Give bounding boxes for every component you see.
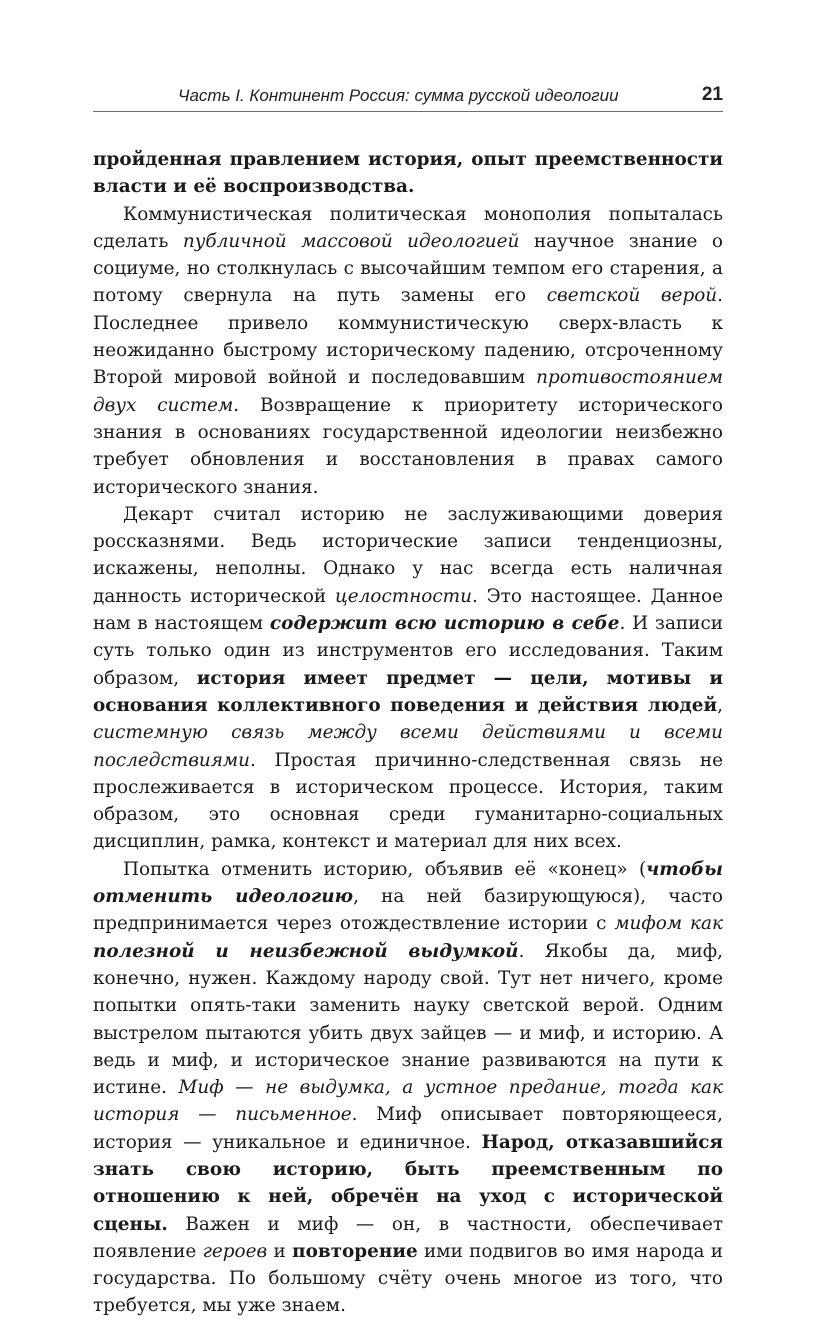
text-run: Коммунистическая политическая монополия попыталась сделать <box>93 203 723 252</box>
text-run: ими подвигов во имя народа и государства. По большому счёту очень многое из того, что требуется, мы уже знаем. <box>93 1240 723 1317</box>
text-run: чтобы отменить идеологию <box>93 858 723 908</box>
text-run: . Последнее привело коммунистическую сверх-власть к неожиданно быстрому историческому падению, отсроченному Второй мировой войной и последовавшим <box>93 285 723 389</box>
paragraph-4 <box>93 856 723 1320</box>
paragraph-2 <box>93 201 723 501</box>
text-run: мифом как <box>614 913 723 935</box>
paragraph-1 <box>93 146 723 201</box>
text-run: . Миф описывает повторяющееся, история — уникальное и единичное. <box>93 1104 723 1153</box>
text-run: . И записи суть только один из инструментов его исследования. Таким образом, <box>93 613 723 689</box>
text-run: , на ней базирующуюся), часто предпринимается через отождествление истории с <box>93 886 723 935</box>
text-run: Важен и миф — он, в частности, обеспечивает появление <box>93 1213 723 1262</box>
text-run: , <box>717 694 723 716</box>
text-run: . Это настоящее. Данное нам в настоящем <box>93 585 723 635</box>
text-run: целостности <box>334 585 472 607</box>
text-run: Народ, отказавшийся знать свою историю, быть преемственным по отношению к ней, обречён на уход с исторической сцены. <box>93 1131 723 1235</box>
page-body <box>93 146 723 1320</box>
text-run: . Якобы да, миф, конечно, нужен. Каждому народу свой. Тут нет ничего, кроме попытки опять-таки заменить науку светской верой. Одним выстрелом пытаются убить двух зайцев — и миф, и историю. А ведь и миф, и историческое знание развиваются на пути к истине. <box>93 940 724 1099</box>
running-title: Часть I. Континент Россия: сумма русской идеологии <box>178 86 619 105</box>
text-run: светской верой <box>546 285 718 307</box>
text-run: история имеет предмет — цели, мотивы и основания коллективного поведения и действия людей <box>93 667 723 716</box>
text-run: Миф — не выдумка, а устное предание, тогда как история — письменное <box>93 1077 724 1126</box>
text-run: содержит всю историю в себе <box>269 613 620 635</box>
running-head <box>93 84 723 112</box>
text-run: . Простая причинно-следственная связь не прослеживается в историческом процессе. История, таким образом, это основная среди гуманитарно-социальных дисциплин, рамка, контекст и материал для них всех. <box>93 749 723 853</box>
text-run: Декарт считал историю не заслуживающими доверия россказнями. Ведь исторические записи тенденциозны, искажены, неполны. Однако у нас всегда есть наличная данность исторической <box>93 503 723 607</box>
text-run: публичной массовой идеологией <box>182 230 520 252</box>
text-run: Попытка отменить историю, объявив её «конец» ( <box>123 858 647 880</box>
text-run: научное знание о социуме, но столкнулась с высочайшим темпом его старения, а потому свернула на путь замены его <box>93 230 724 307</box>
page-number: 21 <box>701 84 723 105</box>
paragraph-3 <box>93 501 723 856</box>
text-run: системную связь между всеми действиями и всеми последствиями <box>93 722 723 771</box>
text-run: противостоянием двух систем <box>93 367 723 416</box>
text-run: . Возвращение к приоритету исторического знания в основаниях государственной идеологии неизбежно требует обновления и восстановления в правах самого исторического знания. <box>93 394 723 498</box>
text-run: полезной и неизбежной выдумкой <box>93 940 519 962</box>
text-run: героев <box>202 1240 268 1262</box>
text-run: повторение <box>292 1240 418 1262</box>
text-run: и <box>267 1240 293 1262</box>
text-run: пройденная правлением история, опыт преемственности власти и её воспроизводства. <box>93 149 723 198</box>
